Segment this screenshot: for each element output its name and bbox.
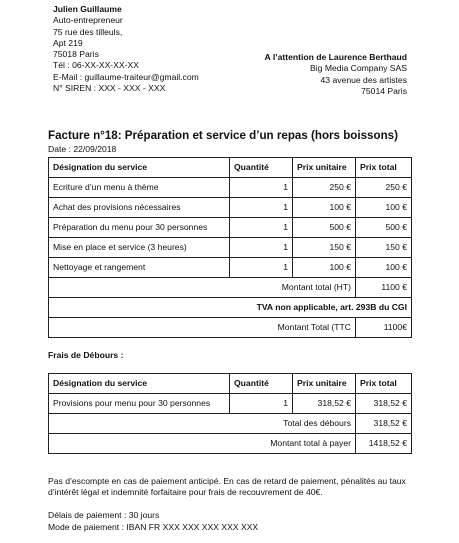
recipient-address: 43 avenue des artistes (320, 74, 407, 85)
sender-name: Julien Guillaume (53, 4, 122, 14)
cell-total-price: 318,52 € (356, 394, 412, 414)
cell-unit-price: 250 € (293, 178, 356, 198)
cell-total-price: 100 € (356, 198, 412, 218)
table-row (49, 198, 412, 218)
total-debours-row (49, 414, 412, 434)
recipient-attention: A l’attention de Laurence Berthaud (264, 52, 407, 62)
cell-designation: Ecriture d’un menu à thème (49, 178, 230, 198)
sender-phone: Tél : 06-XX-XX-XX-XX (53, 60, 139, 71)
total-ttc-value: 1100€ (356, 318, 412, 338)
total-ht-value: 1100 € (356, 278, 412, 298)
table-row (49, 218, 412, 238)
table-header-row (49, 374, 412, 394)
header-quantity: Quantité (230, 158, 293, 178)
sender-status: Auto-entrepreneur (53, 15, 123, 26)
recipient-block (265, 52, 407, 97)
header-designation: Désignation du service (49, 374, 230, 394)
recipient-city: 75014 Paris (361, 85, 407, 96)
invoice-title: Facture n°18: Préparation et service d’un repas (hors boissons) (48, 129, 398, 142)
services-table (48, 157, 412, 338)
total-debours-value: 318,52 € (356, 414, 412, 434)
table-header-row (49, 158, 412, 178)
invoice-date: Date : 22/09/2018 (48, 144, 117, 154)
table-row (49, 238, 412, 258)
cell-quantity: 1 (230, 394, 293, 414)
payment-mode: Mode de paiement : IBAN FR XXX XXX XXX XXX XXX (48, 521, 259, 532)
cell-total-price: 150 € (356, 238, 412, 258)
cell-total-price: 500 € (356, 218, 412, 238)
cell-unit-price: 150 € (293, 238, 356, 258)
sender-siren: N° SIREN : XXX - XXX - XXX (53, 83, 166, 94)
cell-unit-price: 500 € (293, 218, 356, 238)
cell-designation: Mise en place et service (3 heures) (49, 238, 230, 258)
table-row (49, 178, 412, 198)
cell-unit-price: 100 € (293, 258, 356, 278)
cell-total-price: 100 € (356, 258, 412, 278)
escompte-note: Pas d’escompte en cas de paiement anticipé. En cas de retard de paiement, pénalités au taux d’intérêt légal et indemnité forfaitaire pour frais de recouvrement de 40€. (48, 476, 406, 498)
table-row (49, 394, 412, 414)
cell-unit-price: 318,52 € (293, 394, 356, 414)
sender-address-line1: 75 rue des tilleuls, (53, 26, 123, 37)
cell-quantity: 1 (230, 178, 293, 198)
grand-total-row (49, 434, 412, 454)
sender-city: 75018 Paris (53, 49, 99, 60)
cell-quantity: 1 (230, 238, 293, 258)
tva-row (49, 298, 412, 318)
cell-designation: Provisions pour menu pour 30 personnes (49, 394, 230, 414)
total-ht-label: Montant total (HT) (49, 278, 356, 298)
cell-quantity: 1 (230, 258, 293, 278)
header-quantity: Quantité (230, 374, 293, 394)
grand-total-label: Montant total à payer (49, 434, 356, 454)
header-unit-price: Prix unitaire (293, 158, 356, 178)
cell-unit-price: 100 € (293, 198, 356, 218)
sender-email: E-Mail : guillaume-traiteur@gmail.com (53, 71, 199, 82)
cell-total-price: 250 € (356, 178, 412, 198)
header-total-price: Prix total (356, 374, 412, 394)
tva-note: TVA non applicable, art. 293B du CGI (49, 298, 412, 318)
cell-designation: Préparation du menu pour 30 personnes (49, 218, 230, 238)
cell-quantity: 1 (230, 198, 293, 218)
payment-delay: Délais de paiement : 30 jours (48, 510, 160, 521)
debours-table (48, 373, 412, 454)
cell-designation: Achat des provisions nécessaires (49, 198, 230, 218)
sender-block (53, 4, 199, 94)
footer-block (48, 476, 413, 533)
header-designation: Désignation du service (49, 158, 230, 178)
sender-address-line2: Apt 219 (53, 37, 83, 48)
total-ht-row (49, 278, 412, 298)
frais-heading: Frais de Débours : (48, 350, 124, 360)
table-row (49, 258, 412, 278)
recipient-company: Big Media Company SAS (310, 63, 407, 74)
total-ttc-row (49, 318, 412, 338)
grand-total-value: 1418,52 € (356, 434, 412, 454)
total-debours-label: Total des débours (49, 414, 356, 434)
cell-designation: Nettoyage et rangement (49, 258, 230, 278)
header-total-price: Prix total (356, 158, 412, 178)
total-ttc-label: Montant Total (TTC (49, 318, 356, 338)
header-unit-price: Prix unitaire (293, 374, 356, 394)
cell-quantity: 1 (230, 218, 293, 238)
